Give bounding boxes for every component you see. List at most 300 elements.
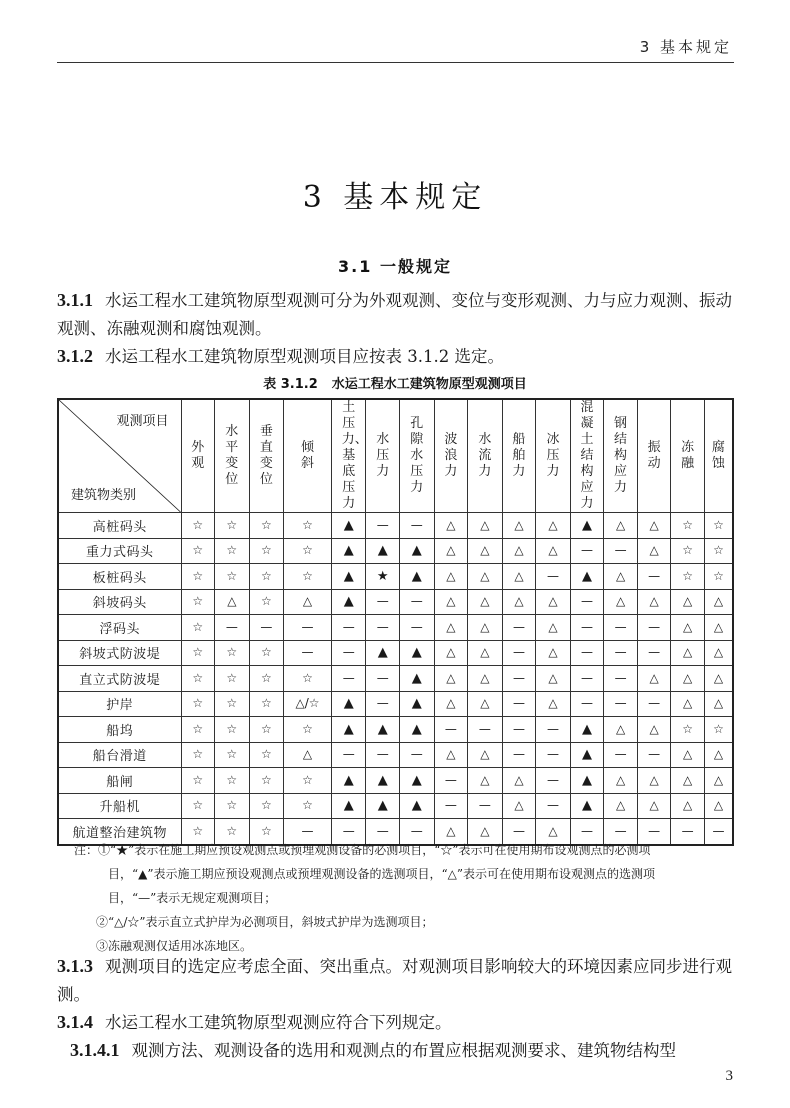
table-cell xyxy=(215,513,250,539)
table-cell xyxy=(400,742,435,768)
hollow-triangle-icon: △ xyxy=(683,747,693,762)
dash-icon: — xyxy=(614,747,627,762)
dash-icon: — xyxy=(376,696,389,711)
structure-category-cell: 高桩码头 xyxy=(58,513,181,539)
table-cell xyxy=(331,564,366,590)
structure-category-cell: 重力式码头 xyxy=(58,538,181,564)
table-cell xyxy=(502,640,536,666)
hollow-star-icon: ☆ xyxy=(682,517,693,532)
dash-icon: — xyxy=(444,772,457,787)
table-cell xyxy=(366,666,400,692)
hollow-star-icon: ☆ xyxy=(682,721,693,736)
table-cell xyxy=(502,589,536,615)
hollow-star-icon: ☆ xyxy=(192,747,204,762)
corner-header-cell xyxy=(58,399,181,513)
hollow-triangle-icon: △ xyxy=(683,798,693,813)
dash-icon: — xyxy=(512,721,525,736)
note-3: ③冻融观测仅适用冰冻地区。 xyxy=(96,939,253,953)
hollow-star-icon: ☆ xyxy=(226,772,238,787)
table-header-row xyxy=(58,399,733,513)
hollow-triangle-icon: △ xyxy=(446,747,456,762)
dash-icon: — xyxy=(546,747,559,762)
table-cell xyxy=(604,742,638,768)
table-cell xyxy=(434,717,468,743)
dash-icon: — xyxy=(301,645,314,660)
dash-icon: — xyxy=(581,670,594,685)
table-caption xyxy=(0,373,790,392)
hollow-triangle-icon: △ xyxy=(615,721,626,736)
table-cell xyxy=(502,768,536,794)
clause-text: 水运工程水工建筑物原型观测项目应按表 3.1.2 选定。 xyxy=(105,347,504,366)
structure-category-cell: 浮码头 xyxy=(58,615,181,641)
hollow-star-icon: ☆ xyxy=(192,772,204,787)
table-cell xyxy=(284,564,332,590)
table-cell xyxy=(570,717,604,743)
dash-icon: — xyxy=(301,619,314,634)
hollow-triangle-icon: △ xyxy=(649,798,659,813)
table-row xyxy=(58,717,733,743)
clause-text: 观测方法、观测设备的选用和观测点的布置应根据观测要求、建筑物结构型 xyxy=(131,1041,676,1060)
table-cell xyxy=(249,768,284,794)
clause-number: 3.1.4.1 xyxy=(70,1040,120,1060)
filled-triangle-icon: ▲ xyxy=(411,543,422,559)
hollow-star-icon: ☆ xyxy=(192,645,204,660)
table-cell xyxy=(671,666,705,692)
table-row xyxy=(58,666,733,692)
table-cell xyxy=(284,640,332,666)
table-cell xyxy=(468,615,503,641)
table-cell xyxy=(536,666,571,692)
filled-triangle-icon: ▲ xyxy=(582,798,593,814)
table-cell xyxy=(637,768,671,794)
table-cell xyxy=(215,717,250,743)
hollow-triangle-icon: △ xyxy=(514,772,524,787)
hollow-triangle-icon: △ xyxy=(480,670,490,685)
dash-icon: — xyxy=(581,696,594,711)
table-cell xyxy=(366,640,400,666)
dash-icon: — xyxy=(410,823,423,838)
table-row xyxy=(58,742,733,768)
table-cell xyxy=(181,717,215,743)
clause-3-1-3 xyxy=(57,952,737,1009)
table-cell xyxy=(249,640,284,666)
table-cell xyxy=(249,666,284,692)
table-cell xyxy=(502,564,536,590)
dash-icon: — xyxy=(614,823,627,838)
table-cell xyxy=(284,513,332,539)
filled-triangle-icon: ▲ xyxy=(343,594,354,610)
dash-icon: — xyxy=(512,670,525,685)
hollow-star-icon: ☆ xyxy=(260,798,272,813)
table-cell xyxy=(249,793,284,819)
hollow-triangle-icon: △ xyxy=(446,823,456,838)
hollow-triangle-icon: △ xyxy=(615,517,626,532)
table-row xyxy=(58,768,733,794)
table-cell xyxy=(249,615,284,641)
table-cell xyxy=(181,793,215,819)
hollow-star-icon: ☆ xyxy=(192,798,204,813)
table-row xyxy=(58,538,733,564)
table-cell xyxy=(400,691,435,717)
hollow-star-icon: ☆ xyxy=(192,594,204,609)
table-cell xyxy=(570,589,604,615)
table-cell xyxy=(249,564,284,590)
hollow-triangle-icon: △ xyxy=(446,670,456,685)
table-cell xyxy=(249,717,284,743)
dash-icon: — xyxy=(342,823,355,838)
table-row xyxy=(58,589,733,615)
table-cell xyxy=(434,666,468,692)
table-cell xyxy=(502,666,536,692)
hollow-triangle-icon: △ xyxy=(713,645,724,660)
hollow-triangle-icon: △ xyxy=(302,747,313,762)
dash-icon: — xyxy=(546,721,559,736)
table-cell xyxy=(570,564,604,590)
table-cell xyxy=(468,666,503,692)
column-header xyxy=(502,399,536,513)
dash-icon: — xyxy=(376,619,389,634)
hollow-triangle-icon: △ xyxy=(514,798,524,813)
table-cell xyxy=(536,768,571,794)
hollow-triangle-icon: △ xyxy=(683,772,693,787)
table-cell xyxy=(671,640,705,666)
table-cell xyxy=(366,589,400,615)
table-cell xyxy=(215,793,250,819)
table-cell xyxy=(468,793,503,819)
column-header-label: 钢结构应力 xyxy=(614,416,628,495)
hollow-star-icon: ☆ xyxy=(260,543,272,558)
table-cell xyxy=(400,589,435,615)
table-cell xyxy=(249,589,284,615)
dash-icon: — xyxy=(260,619,273,634)
table-cell xyxy=(637,717,671,743)
column-header xyxy=(215,399,250,513)
filled-triangle-icon: ▲ xyxy=(343,772,354,788)
clause-3-1-4-1 xyxy=(70,1036,740,1065)
note-1-line-1: 注：①“★”表示在施工期应预设观测点或预埋观测设备的必测项目，“☆”表示可在使用期布设观测点的必测项 xyxy=(74,843,651,857)
hollow-star-icon: ☆ xyxy=(682,568,693,583)
table-cell xyxy=(434,615,468,641)
hollow-triangle-icon: △ xyxy=(514,543,524,558)
table-cell xyxy=(331,589,366,615)
table-cell xyxy=(181,691,215,717)
hollow-triangle-icon: △ xyxy=(480,696,490,711)
filled-triangle-icon: ▲ xyxy=(377,645,388,661)
filled-triangle-icon: ▲ xyxy=(343,517,354,533)
hollow-triangle-icon: △ xyxy=(227,594,237,609)
header-rule xyxy=(57,62,734,63)
hollow-triangle-icon: △ xyxy=(615,772,626,787)
table-cell xyxy=(704,793,733,819)
table-cell xyxy=(604,513,638,539)
dash-icon: — xyxy=(342,619,355,634)
hollow-star-icon: ☆ xyxy=(192,619,204,634)
table-cell xyxy=(366,768,400,794)
table-cell xyxy=(331,640,366,666)
table-cell xyxy=(570,640,604,666)
table-cell xyxy=(637,538,671,564)
hollow-triangle-icon: △ xyxy=(713,670,724,685)
structure-category-cell: 船坞 xyxy=(58,717,181,743)
filled-triangle-icon: ▲ xyxy=(343,798,354,814)
dash-icon: — xyxy=(546,772,559,787)
hollow-star-icon: ☆ xyxy=(302,798,313,813)
hollow-triangle-icon: △ xyxy=(446,543,456,558)
running-head: 3 基本规定 xyxy=(639,38,732,56)
table-cell xyxy=(671,793,705,819)
hollow-star-icon: ☆ xyxy=(260,823,272,838)
table-cell xyxy=(249,691,284,717)
table-cell xyxy=(249,513,284,539)
table-cell xyxy=(502,513,536,539)
dash-icon: — xyxy=(410,517,423,532)
table-cell xyxy=(637,666,671,692)
table-cell xyxy=(434,538,468,564)
table-cell xyxy=(400,538,435,564)
hollow-star-icon: ☆ xyxy=(226,696,238,711)
clause-number: 3.1.4 xyxy=(57,1012,93,1032)
table-cell xyxy=(704,717,733,743)
table-cell xyxy=(468,768,503,794)
table-cell xyxy=(215,589,250,615)
dash-icon: — xyxy=(512,619,525,634)
table-cell xyxy=(331,793,366,819)
filled-triangle-icon: ▲ xyxy=(343,568,354,584)
table-cell xyxy=(671,538,705,564)
hollow-triangle-icon: △ xyxy=(548,645,558,660)
table-cell xyxy=(400,513,435,539)
filled-triangle-icon: ▲ xyxy=(377,772,388,788)
table-cell xyxy=(284,615,332,641)
observation-items-table xyxy=(57,398,734,846)
table-cell xyxy=(366,691,400,717)
clause-number: 3.1.2 xyxy=(57,346,93,366)
table-cell xyxy=(215,768,250,794)
hollow-star-icon: ☆ xyxy=(713,721,724,736)
table-cell xyxy=(536,589,571,615)
table-cell xyxy=(468,589,503,615)
dash-icon: — xyxy=(546,798,559,813)
hollow-triangle-icon: △ xyxy=(683,645,693,660)
hollow-star-icon: ☆ xyxy=(260,721,272,736)
corner-label-category: 建筑物类别 xyxy=(71,488,137,503)
column-header-label: 冰压力 xyxy=(546,432,560,479)
hollow-star-icon: ☆ xyxy=(713,517,724,532)
dash-icon: — xyxy=(342,670,355,685)
table-cell xyxy=(366,742,400,768)
column-header xyxy=(400,399,435,513)
table-number: 表 3.1.2 xyxy=(263,377,318,392)
table-cell xyxy=(637,513,671,539)
hollow-star-icon: ☆ xyxy=(682,543,693,558)
table-row xyxy=(58,513,733,539)
hollow-triangle-icon: △ xyxy=(713,747,724,762)
column-header-label: 腐蚀 xyxy=(711,440,725,471)
table-cell xyxy=(181,742,215,768)
table-cell xyxy=(331,742,366,768)
table-cell xyxy=(502,691,536,717)
filled-triangle-icon: ▲ xyxy=(411,670,422,686)
table-cell xyxy=(604,691,638,717)
filled-triangle-icon: ▲ xyxy=(343,696,354,712)
column-header-label: 振动 xyxy=(647,440,661,471)
table-cell xyxy=(570,793,604,819)
structure-category-cell: 直立式防波堤 xyxy=(58,666,181,692)
table-cell xyxy=(331,513,366,539)
hollow-triangle-icon: △ xyxy=(649,594,659,609)
column-header-label: 孔隙水压力 xyxy=(410,416,424,495)
hollow-triangle-icon: △ xyxy=(480,747,490,762)
table-cell xyxy=(502,793,536,819)
structure-category-cell: 升船机 xyxy=(58,793,181,819)
structure-category-cell: 斜坡码头 xyxy=(58,589,181,615)
table-row xyxy=(58,564,733,590)
table-cell xyxy=(671,615,705,641)
table-cell xyxy=(637,691,671,717)
dash-icon: — xyxy=(614,543,627,558)
dash-icon: — xyxy=(614,670,627,685)
dash-icon: — xyxy=(512,747,525,762)
table-cell xyxy=(181,666,215,692)
table-cell xyxy=(637,589,671,615)
dash-icon: — xyxy=(478,798,491,813)
table-cell xyxy=(181,589,215,615)
hollow-star-icon: ☆ xyxy=(226,670,238,685)
dash-icon: — xyxy=(410,747,423,762)
table-cell xyxy=(637,564,671,590)
dash-icon: — xyxy=(581,543,594,558)
table-cell xyxy=(604,717,638,743)
table-cell xyxy=(468,538,503,564)
column-header-label: 水平变位 xyxy=(225,424,239,487)
table-cell xyxy=(331,691,366,717)
table-cell xyxy=(366,538,400,564)
clause-3-1-1 xyxy=(57,286,737,343)
filled-triangle-icon: ▲ xyxy=(582,568,593,584)
note-1-line-2: 目，“▲”表示施工期应预设观测点或预埋观测设备的选测项目，“△”表示可在使用期布设观测点的选测项 xyxy=(108,867,655,881)
filled-triangle-icon: ▲ xyxy=(411,772,422,788)
hollow-triangle-icon: △ xyxy=(480,645,490,660)
filled-star-icon: ★ xyxy=(376,568,389,584)
hollow-star-icon: ☆ xyxy=(192,823,204,838)
structure-category-cell: 板桩码头 xyxy=(58,564,181,590)
hollow-triangle-icon: △ xyxy=(548,619,558,634)
hollow-star-icon: ☆ xyxy=(192,696,204,711)
table-cell xyxy=(366,513,400,539)
filled-triangle-icon: ▲ xyxy=(411,645,422,661)
table-row xyxy=(58,793,733,819)
filled-triangle-icon: ▲ xyxy=(343,543,354,559)
hollow-triangle-icon: △ xyxy=(480,594,490,609)
table-cell xyxy=(434,589,468,615)
table-cell xyxy=(704,666,733,692)
hollow-triangle-icon: △ xyxy=(713,772,724,787)
hollow-triangle-icon: △ xyxy=(649,721,659,736)
hollow-triangle-icon: △ xyxy=(683,696,693,711)
table-cell xyxy=(570,768,604,794)
table-cell xyxy=(400,640,435,666)
hollow-triangle-icon: △ xyxy=(649,772,659,787)
table-cell xyxy=(704,615,733,641)
table-cell xyxy=(400,666,435,692)
column-header xyxy=(249,399,284,513)
structure-category-cell: 航道整治建筑物 xyxy=(58,819,181,845)
hollow-triangle-icon: △ xyxy=(548,670,558,685)
hollow-star-icon: ☆ xyxy=(226,645,238,660)
filled-triangle-icon: ▲ xyxy=(411,568,422,584)
column-header-label: 外观 xyxy=(191,440,205,471)
hollow-star-icon: ☆ xyxy=(226,721,238,736)
dash-icon: — xyxy=(376,670,389,685)
dash-icon: — xyxy=(376,517,389,532)
dash-icon: — xyxy=(512,823,525,838)
table-cell xyxy=(284,768,332,794)
table-cell xyxy=(468,742,503,768)
dash-icon: — xyxy=(410,594,423,609)
table-cell xyxy=(468,640,503,666)
structure-category-cell: 船闸 xyxy=(58,768,181,794)
table-cell xyxy=(637,615,671,641)
dash-icon: — xyxy=(614,619,627,634)
table-cell xyxy=(331,666,366,692)
hollow-star-icon: ☆ xyxy=(226,798,238,813)
table-cell xyxy=(284,666,332,692)
table-cell xyxy=(502,615,536,641)
hollow-triangle-icon: △ xyxy=(302,594,313,609)
hollow-star-icon: ☆ xyxy=(260,645,272,660)
structure-category-cell: 船台滑道 xyxy=(58,742,181,768)
table-cell xyxy=(604,666,638,692)
table-notes xyxy=(74,838,744,958)
table-cell xyxy=(434,742,468,768)
hollow-triangle-icon: △ xyxy=(649,543,659,558)
hollow-star-icon: ☆ xyxy=(302,543,313,558)
triangle-or-star-icon: △/☆ xyxy=(295,696,320,711)
column-header xyxy=(366,399,400,513)
table-cell xyxy=(249,742,284,768)
table-cell xyxy=(181,768,215,794)
table-cell xyxy=(671,768,705,794)
hollow-star-icon: ☆ xyxy=(226,823,238,838)
dash-icon: — xyxy=(376,594,389,609)
table-cell xyxy=(284,742,332,768)
table-row xyxy=(58,615,733,641)
column-header-label: 土压力、基底压力 xyxy=(341,400,368,511)
table-cell xyxy=(604,538,638,564)
dash-icon: — xyxy=(648,619,661,634)
hollow-triangle-icon: △ xyxy=(615,594,626,609)
table-cell xyxy=(468,717,503,743)
filled-triangle-icon: ▲ xyxy=(377,721,388,737)
dash-icon: — xyxy=(301,823,314,838)
hollow-triangle-icon: △ xyxy=(713,798,724,813)
hollow-triangle-icon: △ xyxy=(683,594,693,609)
hollow-triangle-icon: △ xyxy=(446,619,456,634)
table-cell xyxy=(536,564,571,590)
table-cell xyxy=(434,793,468,819)
table-cell xyxy=(400,717,435,743)
column-header xyxy=(284,399,332,513)
table-cell xyxy=(331,717,366,743)
clause-number: 3.1.3 xyxy=(57,956,93,976)
dash-icon: — xyxy=(648,696,661,711)
hollow-star-icon: ☆ xyxy=(226,747,238,762)
page-number: 3 xyxy=(725,1068,733,1084)
table-cell xyxy=(181,538,215,564)
hollow-star-icon: ☆ xyxy=(302,568,313,583)
dash-icon: — xyxy=(342,747,355,762)
filled-triangle-icon: ▲ xyxy=(377,798,388,814)
